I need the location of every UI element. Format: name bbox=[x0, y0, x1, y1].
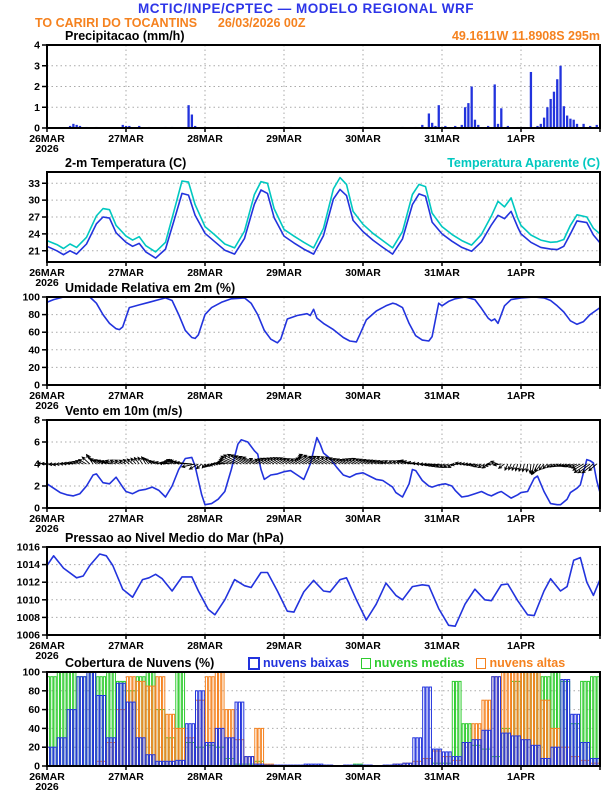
svg-text:1APR: 1APR bbox=[506, 640, 536, 652]
svg-text:2026: 2026 bbox=[35, 781, 59, 792]
nuvens-baixas-label: nuvens baixas bbox=[263, 656, 350, 670]
svg-text:33: 33 bbox=[28, 177, 40, 190]
svg-text:0: 0 bbox=[34, 760, 40, 773]
svg-text:4: 4 bbox=[34, 39, 40, 52]
svg-text:29MAR: 29MAR bbox=[266, 771, 302, 783]
svg-text:1: 1 bbox=[34, 101, 40, 114]
svg-text:27MAR: 27MAR bbox=[108, 133, 144, 145]
svg-text:24: 24 bbox=[28, 228, 40, 241]
cloud-legend bbox=[248, 656, 565, 670]
svg-text:0: 0 bbox=[34, 502, 40, 515]
svg-text:26MAR: 26MAR bbox=[29, 771, 65, 783]
svg-text:29MAR: 29MAR bbox=[266, 640, 302, 652]
svg-text:28MAR: 28MAR bbox=[187, 133, 223, 145]
svg-text:29MAR: 29MAR bbox=[266, 267, 302, 279]
svg-text:40: 40 bbox=[28, 722, 40, 735]
svg-text:31MAR: 31MAR bbox=[424, 267, 460, 279]
svg-text:2: 2 bbox=[34, 81, 40, 93]
svg-text:3: 3 bbox=[34, 60, 40, 73]
svg-text:26MAR: 26MAR bbox=[29, 640, 65, 652]
svg-text:1APR: 1APR bbox=[506, 267, 536, 279]
svg-text:26MAR: 26MAR bbox=[29, 390, 65, 402]
svg-text:6: 6 bbox=[34, 436, 40, 449]
svg-text:28MAR: 28MAR bbox=[187, 513, 223, 525]
svg-text:30MAR: 30MAR bbox=[345, 513, 381, 525]
svg-text:1APR: 1APR bbox=[506, 513, 536, 525]
svg-text:1014: 1014 bbox=[16, 559, 40, 572]
svg-text:29MAR: 29MAR bbox=[266, 390, 302, 402]
svg-text:1012: 1012 bbox=[16, 576, 40, 589]
svg-text:0: 0 bbox=[34, 379, 40, 392]
svg-text:31MAR: 31MAR bbox=[424, 771, 460, 783]
svg-text:31MAR: 31MAR bbox=[424, 640, 460, 652]
humidity-title: Umidade Relativa em 2m (%) bbox=[65, 281, 236, 295]
svg-text:21: 21 bbox=[28, 245, 40, 258]
svg-text:80: 80 bbox=[28, 309, 40, 322]
legend-item-nuvens-baixas bbox=[248, 656, 349, 670]
nuvens-altas-label: nuvens altas bbox=[489, 656, 566, 670]
svg-text:1APR: 1APR bbox=[506, 390, 536, 402]
svg-text:60: 60 bbox=[28, 326, 40, 339]
svg-text:100: 100 bbox=[22, 291, 40, 304]
svg-text:27MAR: 27MAR bbox=[108, 390, 144, 402]
svg-text:27MAR: 27MAR bbox=[108, 513, 144, 525]
wind-title: Vento em 10m (m/s) bbox=[65, 404, 183, 418]
svg-text:1APR: 1APR bbox=[506, 133, 536, 145]
svg-text:8: 8 bbox=[34, 414, 40, 427]
svg-text:27MAR: 27MAR bbox=[108, 640, 144, 652]
svg-text:27MAR: 27MAR bbox=[108, 771, 144, 783]
svg-text:1010: 1010 bbox=[16, 594, 40, 607]
svg-text:27: 27 bbox=[28, 211, 40, 224]
svg-text:30MAR: 30MAR bbox=[345, 133, 381, 145]
cloud-cover-title: Cobertura de Nuvens (%) bbox=[65, 656, 215, 670]
svg-text:20: 20 bbox=[28, 361, 40, 374]
svg-text:0: 0 bbox=[34, 122, 40, 135]
svg-text:1006: 1006 bbox=[16, 629, 40, 642]
legend-item-nuvens-altas bbox=[476, 656, 565, 670]
svg-text:100: 100 bbox=[22, 666, 40, 679]
svg-text:27MAR: 27MAR bbox=[108, 267, 144, 279]
svg-text:29MAR: 29MAR bbox=[266, 133, 302, 145]
svg-text:31MAR: 31MAR bbox=[424, 133, 460, 145]
svg-text:28MAR: 28MAR bbox=[187, 640, 223, 652]
svg-text:1APR: 1APR bbox=[506, 771, 536, 783]
nuvens-altas-swatch bbox=[476, 658, 486, 669]
svg-text:2026: 2026 bbox=[35, 143, 59, 155]
svg-text:28MAR: 28MAR bbox=[187, 267, 223, 279]
nuvens-medias-swatch bbox=[361, 658, 371, 669]
svg-text:29MAR: 29MAR bbox=[266, 513, 302, 525]
svg-text:26MAR: 26MAR bbox=[29, 133, 65, 145]
svg-text:1016: 1016 bbox=[16, 541, 40, 554]
coordinates-label: 49.1611W 11.8908S 295m bbox=[451, 29, 600, 43]
svg-text:30: 30 bbox=[28, 194, 40, 207]
svg-text:40: 40 bbox=[28, 344, 40, 357]
nuvens-medias-label: nuvens medias bbox=[374, 656, 465, 670]
svg-text:2: 2 bbox=[34, 480, 40, 493]
svg-text:30MAR: 30MAR bbox=[345, 267, 381, 279]
temperature-title: 2-m Temperatura (C) bbox=[65, 156, 187, 170]
svg-text:60: 60 bbox=[28, 704, 40, 717]
svg-text:26MAR: 26MAR bbox=[29, 513, 65, 525]
svg-text:30MAR: 30MAR bbox=[345, 390, 381, 402]
svg-text:26MAR: 26MAR bbox=[29, 267, 65, 279]
svg-text:2026: 2026 bbox=[35, 650, 59, 662]
svg-text:20: 20 bbox=[28, 741, 40, 754]
svg-text:31MAR: 31MAR bbox=[424, 513, 460, 525]
svg-text:28MAR: 28MAR bbox=[187, 771, 223, 783]
svg-text:2026: 2026 bbox=[35, 523, 59, 535]
svg-text:30MAR: 30MAR bbox=[345, 771, 381, 783]
pressure-title: Pressao ao Nivel Medio do Mar (hPa) bbox=[65, 531, 284, 545]
legend-item-nuvens-medias bbox=[361, 656, 464, 670]
model-title: MCTIC/INPE/CPTEC — MODELO REGIONAL WRF bbox=[138, 1, 474, 16]
svg-text:30MAR: 30MAR bbox=[345, 640, 381, 652]
svg-text:2026: 2026 bbox=[35, 277, 59, 289]
svg-text:28MAR: 28MAR bbox=[187, 390, 223, 402]
station-date-line: TO CARIRI DO TOCANTINS 26/03/2026 00Z bbox=[35, 16, 306, 30]
nuvens-baixas-swatch bbox=[248, 657, 260, 670]
svg-text:31MAR: 31MAR bbox=[424, 390, 460, 402]
precipitation-title: Precipitacao (mm/h) bbox=[65, 29, 185, 43]
svg-text:1008: 1008 bbox=[16, 611, 40, 624]
svg-text:80: 80 bbox=[28, 685, 40, 698]
apparent-temperature-title: Temperatura Aparente (C) bbox=[447, 156, 600, 170]
svg-text:4: 4 bbox=[34, 458, 40, 471]
svg-text:2026: 2026 bbox=[35, 400, 59, 412]
